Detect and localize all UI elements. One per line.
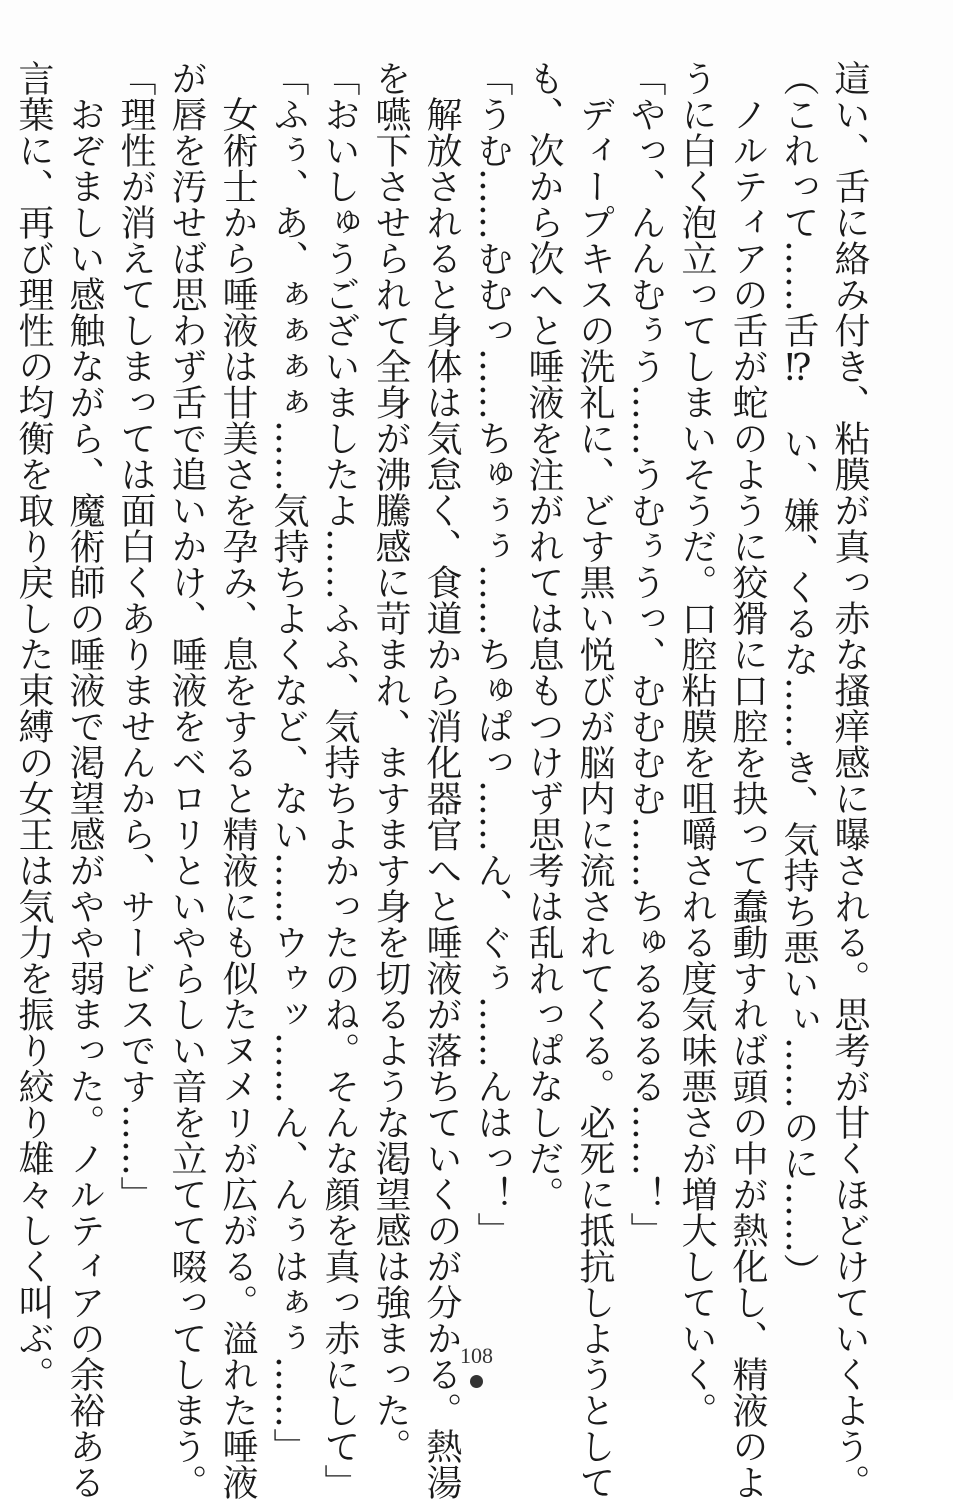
text-line-12: 「ふぅ、あ、ぁぁぁぁ……気持ちよくなど、ない……ウゥッ……ん、んぅはぁぅ……」 [268,60,309,1464]
text-line-9: 解放されると身体は気怠く、食道から消化器官へと唾液が落ちていくのが分かる。熱湯 [421,60,462,1500]
page-marker-dot-icon [470,1375,483,1388]
text-line-10: を嚥下させられて全身が沸騰感に苛まれ、ますます身を切るような渇望感は強まった。 [370,60,411,1464]
text-line-8: 「うむ……むむっ……ちゅぅぅ……ちゅぱっ……ん、ぐぅ……んはっ！」 [472,60,513,1248]
text-line-11: 「おいしゅうございましたよ……ふふ、気持ちよかったのね。そんな顔を真っ赤にして」 [319,60,360,1500]
text-line-5: 「やっ、んんむぅう……うむぅうっ、むむむむ……ちゅるるるる……！」 [625,60,666,1248]
text-line-17: 言葉に、再び理性の均衡を取り戻した束縛の女王は気力を振り絞り雄々しく叫ぶ。 [13,60,54,1392]
text-line-7: も、次から次へと唾液を注がれては息もつけず思考は乱れっぱなしだ。 [523,60,564,1212]
text-line-13: 女術士から唾液は甘美さを孕み、息をすると精液にも似たヌメリが広がる。溢れた唾液 [217,60,258,1500]
text-line-15: 「理性が消えてしまっては面白くありませんから、サービスです……」 [115,60,156,1212]
text-line-4: うに白く泡立ってしまいそうだ。口腔粘膜を咀嚼される度気味悪さが増大していく。 [676,60,717,1428]
text-line-2: （これって……舌⁉ い、嫌、くるな……き、気持ち悪いぃ……のに……） [778,60,819,1289]
text-line-16: おぞましい感触ながら、魔術師の唾液で渇望感がやや弱まった。ノルティアの余裕ある [64,60,105,1500]
text-line-6: ディープキスの洗礼に、どす黒い悦びが脳内に流されてくる。必死に抵抗しようとして [574,60,615,1500]
page-number: 108 [460,1343,493,1368]
text-line-3: ノルティアの舌が蛇のように狡猾に口腔を抉って蠢動すれば頭の中が熱化し、精液のよ [727,60,768,1500]
text-line-14: が唇を汚せば思わず舌で追いかけ、唾液をベロリといやらしい音を立てて啜ってしまう。 [166,60,207,1500]
text-line-1: 這い、舌に絡み付き、粘膜が真っ赤な搔痒感に曝される。思考が甘くほどけていくよう。 [829,60,870,1500]
